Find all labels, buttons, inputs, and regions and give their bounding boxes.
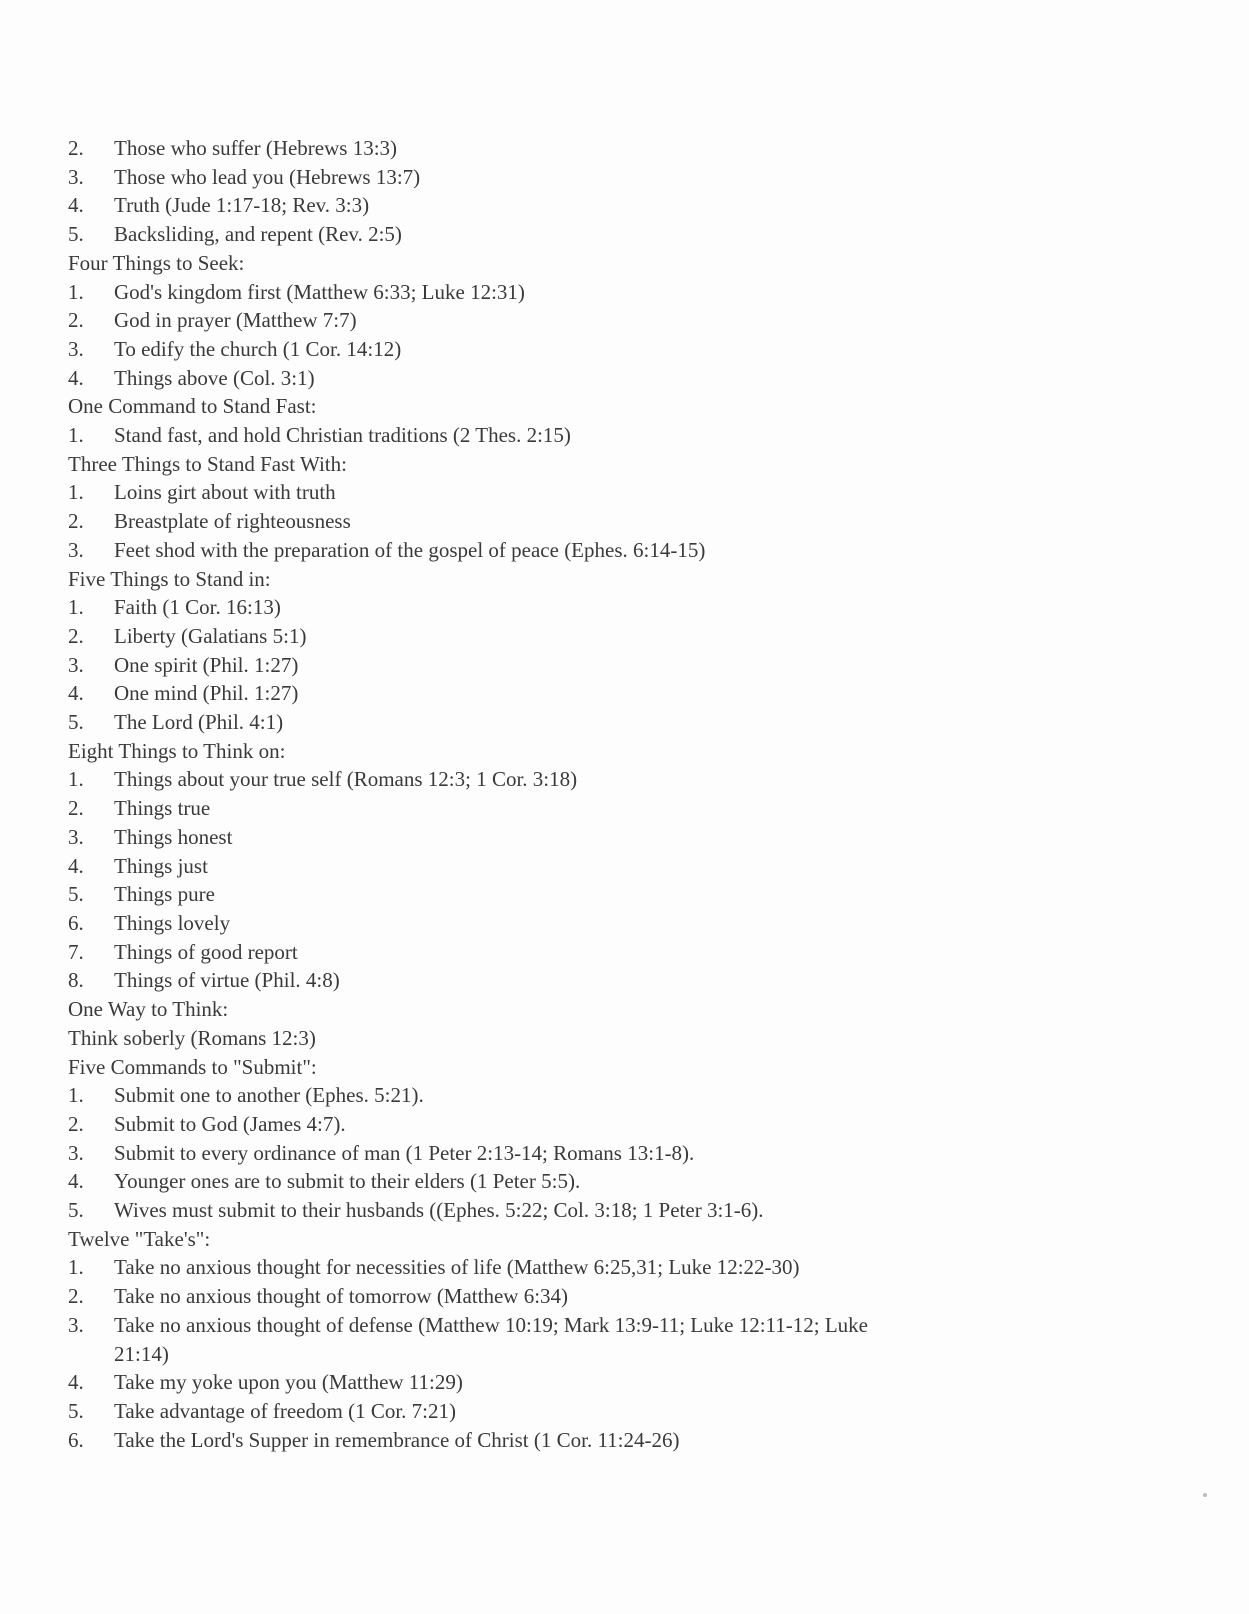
- scan-speck: [1203, 1493, 1207, 1497]
- list-item: [68, 823, 1188, 852]
- list-item: [68, 909, 1188, 938]
- list-item: [68, 622, 1188, 651]
- list-item: [68, 1081, 1188, 1110]
- list-item: [68, 938, 1188, 967]
- list-item-text: Things above (Col. 3:1): [114, 365, 315, 390]
- section-heading: One Command to Stand Fast:: [68, 394, 317, 419]
- section-heading: Four Things to Seek:: [68, 250, 245, 275]
- list-item: [68, 852, 1188, 881]
- list-item: [68, 651, 1188, 680]
- list-item-number: 1.: [68, 1083, 84, 1108]
- list-item-number: 2.: [68, 623, 84, 648]
- list-item-number: 2.: [68, 509, 84, 534]
- list-item-text: Things just: [114, 853, 208, 878]
- list-item-number: 3.: [68, 652, 84, 677]
- list-item-number: 2.: [68, 796, 84, 821]
- list-item-number: 5.: [68, 1398, 84, 1423]
- list-item-text: Things about your true self (Romans 12:3; 1 Cor. 3:18): [114, 767, 578, 792]
- list-item-number: 2.: [68, 1284, 84, 1309]
- list-item: [68, 220, 1188, 249]
- list-item-continuation: 21:14): [114, 1341, 169, 1366]
- list-item-number: 5.: [68, 1198, 84, 1223]
- list-item-text: The Lord (Phil. 4:1): [114, 710, 284, 735]
- list-item: [68, 1426, 1188, 1455]
- list-item: [68, 191, 1188, 220]
- list-item-number: 3.: [68, 537, 84, 562]
- list-item-text: Things true: [114, 796, 211, 821]
- list-item-text: God in prayer (Matthew 7:7): [114, 308, 357, 333]
- list-item-number: 6.: [68, 1427, 84, 1452]
- list-item: [68, 1139, 1188, 1168]
- list-item-text: Things of virtue (Phil. 4:8): [114, 968, 340, 993]
- list-item-text: Breastplate of righteousness: [114, 509, 351, 534]
- list-item-text: Backsliding, and repent (Rev. 2:5): [114, 222, 402, 247]
- list-item: [68, 278, 1188, 307]
- list-item-number: 1.: [68, 480, 84, 505]
- list-item-text: Submit to every ordinance of man (1 Peter 2:13-14; Romans 13:1-8).: [114, 1140, 695, 1165]
- list-item: [68, 335, 1188, 364]
- list-item: [68, 1368, 1188, 1397]
- section-heading: Eight Things to Think on:: [68, 738, 286, 763]
- list-item-text: Take the Lord's Supper in remembrance of Christ (1 Cor. 11:24-26): [114, 1427, 680, 1452]
- list-item-number: 2.: [68, 136, 84, 160]
- list-item-number: 1.: [68, 279, 84, 304]
- list-item-text: Those who suffer (Hebrews 13:3): [114, 136, 398, 160]
- list-item: [68, 163, 1188, 192]
- list-item: [68, 1253, 1188, 1282]
- list-item: [68, 478, 1188, 507]
- list-item-text: To edify the church (1 Cor. 14:12): [114, 336, 402, 361]
- list-item: [68, 880, 1188, 909]
- list-item-text: Take advantage of freedom (1 Cor. 7:21): [114, 1398, 456, 1423]
- list-item-text: Those who lead you (Hebrews 13:7): [114, 164, 421, 189]
- list-item-text: Take my yoke upon you (Matthew 11:29): [114, 1370, 463, 1395]
- section-heading: Think soberly (Romans 12:3): [68, 1025, 316, 1050]
- section-heading: Twelve "Take's":: [68, 1226, 211, 1251]
- list-item: [68, 593, 1188, 622]
- list-item-number: 8.: [68, 968, 84, 993]
- list-item-text: Truth (Jude 1:17-18; Rev. 3:3): [114, 193, 370, 218]
- list-item-text: Feet shod with the preparation of the gospel of peace (Ephes. 6:14-15): [114, 537, 706, 562]
- list-item-number: 4.: [68, 193, 84, 218]
- section-heading: One Way to Think:: [68, 997, 229, 1022]
- list-item: [68, 966, 1188, 995]
- list-item-number: 1.: [68, 423, 84, 448]
- list-item: [68, 1311, 1188, 1340]
- list-item: [68, 1282, 1188, 1311]
- list-item-number: 3.: [68, 1312, 84, 1337]
- list-item-number: 1.: [68, 1255, 84, 1280]
- list-item-text: Submit one to another (Ephes. 5:21).: [114, 1083, 424, 1108]
- list-item-number: 4.: [68, 365, 84, 390]
- list-item: [68, 421, 1188, 450]
- list-item: [68, 1397, 1188, 1426]
- list-item-number: 4.: [68, 681, 84, 706]
- list-item-number: 1.: [68, 595, 84, 620]
- list-item: [68, 765, 1188, 794]
- list-item-text: Liberty (Galatians 5:1): [114, 623, 307, 648]
- list-item-number: 2.: [68, 308, 84, 333]
- list-item-text: One mind (Phil. 1:27): [114, 681, 299, 706]
- list-item-number: 6.: [68, 910, 84, 935]
- list-item-number: 3.: [68, 1140, 84, 1165]
- list-item: [68, 794, 1188, 823]
- list-item: [68, 708, 1188, 737]
- document-body: [68, 134, 1188, 1454]
- list-item-number: 3.: [68, 336, 84, 361]
- list-item-text: Take no anxious thought of defense (Matthew 10:19; Mark 13:9-11; Luke 12:11-12; Luke: [114, 1312, 868, 1337]
- list-item: [68, 364, 1188, 393]
- list-item-text: Things of good report: [114, 939, 298, 964]
- list-item-number: 2.: [68, 1111, 84, 1136]
- list-item-text: Things pure: [114, 882, 215, 907]
- list-item-number: 4.: [68, 853, 84, 878]
- list-item-number: 7.: [68, 939, 84, 964]
- list-item-text: One spirit (Phil. 1:27): [114, 652, 299, 677]
- list-item-text: Take no anxious thought for necessities of life (Matthew 6:25,31; Luke 12:22-30): [114, 1255, 800, 1280]
- list-item-number: 4.: [68, 1169, 84, 1194]
- list-item-number: 3.: [68, 824, 84, 849]
- list-item-text: Younger ones are to submit to their elders (1 Peter 5:5).: [114, 1169, 581, 1194]
- list-item-number: 3.: [68, 164, 84, 189]
- list-item-number: 5.: [68, 710, 84, 735]
- list-item-number: 5.: [68, 882, 84, 907]
- list-item-text: Things lovely: [114, 910, 231, 935]
- list-item: [68, 306, 1188, 335]
- list-item-text: Loins girt about with truth: [114, 480, 336, 505]
- list-item-text: Submit to God (James 4:7).: [114, 1111, 346, 1136]
- list-item-text: Things honest: [114, 824, 233, 849]
- list-item-number: 4.: [68, 1370, 84, 1395]
- list-item: [68, 536, 1188, 565]
- list-item: [68, 134, 1188, 163]
- section-heading: Five Things to Stand in:: [68, 566, 271, 591]
- section-heading: Five Commands to "Submit":: [68, 1054, 317, 1079]
- list-item-text: Stand fast, and hold Christian traditions (2 Thes. 2:15): [114, 423, 571, 448]
- list-item-number: 5.: [68, 222, 84, 247]
- list-item-text: Wives must submit to their husbands ((Ephes. 5:22; Col. 3:18; 1 Peter 3:1-6).: [114, 1198, 764, 1223]
- list-item: [68, 1167, 1188, 1196]
- list-item: [68, 1196, 1188, 1225]
- list-item-text: God's kingdom first (Matthew 6:33; Luke 12:31): [114, 279, 525, 304]
- list-item-text: Take no anxious thought of tomorrow (Matthew 6:34): [114, 1284, 569, 1309]
- section-heading: Three Things to Stand Fast With:: [68, 451, 347, 476]
- list-item-number: 1.: [68, 767, 84, 792]
- list-item: [68, 1110, 1188, 1139]
- list-item: [68, 507, 1188, 536]
- list-item-text: Faith (1 Cor. 16:13): [114, 595, 281, 620]
- list-item: [68, 679, 1188, 708]
